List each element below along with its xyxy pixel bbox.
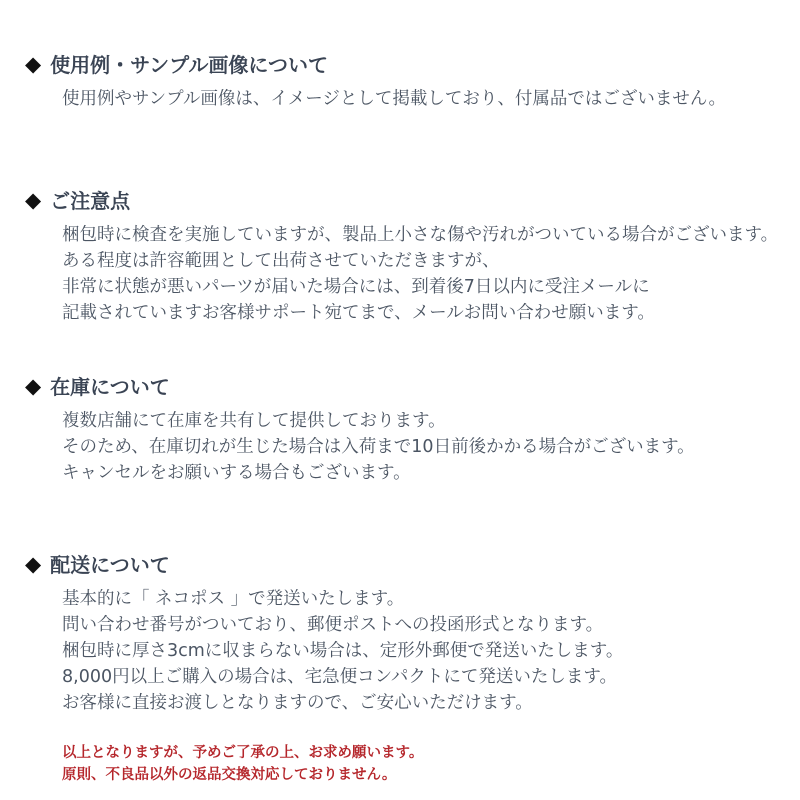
section-body xyxy=(62,586,800,716)
body-text-line: ある程度は許容範囲として出荷させていただきますが、 xyxy=(62,251,500,271)
body-text-line: 問い合わせ番号がついており、郵便ポストへの投函形式となります。 xyxy=(62,615,604,635)
section-heading xyxy=(25,52,800,78)
warning-text-line: 以上となりますが、予めご了承の上、お求め願います。 xyxy=(62,745,424,761)
section-heading xyxy=(25,552,800,578)
product-info-page xyxy=(0,52,800,800)
body-text-line: そのため、在庫切れが生じた場合は入荷まで10日前後かかる場合がございます。 xyxy=(62,437,695,457)
section-shipping xyxy=(25,552,800,716)
body-text-line: 複数店舗にて在庫を共有して提供しております。 xyxy=(62,411,446,431)
body-text-line: 8,000円以上ご購入の場合は、宅急便コンパクトにて発送いたします。 xyxy=(62,667,617,687)
warning-notice xyxy=(62,742,800,786)
section-cautions xyxy=(25,188,800,326)
body-text-line: キャンセルをお願いする場合もございます。 xyxy=(62,463,411,483)
body-text-line: 記載されていますお客様サポート宛てまで、メールお問い合わせ願います。 xyxy=(62,303,655,323)
warning-text-line: 原則、不良品以外の返品交換対応しておりません。 xyxy=(62,767,397,783)
diamond-bullet-icon: ◆ xyxy=(25,373,42,398)
section-heading xyxy=(25,374,800,400)
section-title: 在庫について xyxy=(50,375,170,399)
section-title: 配送について xyxy=(50,553,170,577)
section-body xyxy=(62,222,800,326)
section-body xyxy=(62,86,800,112)
diamond-bullet-icon: ◆ xyxy=(25,51,42,76)
section-sample-images xyxy=(25,52,800,112)
section-stock xyxy=(25,374,800,486)
body-text-line: お客様に直接お渡しとなりますので、ご安心いただけます。 xyxy=(62,693,533,713)
section-title: ご注意点 xyxy=(50,189,131,213)
body-text-line: 非常に状態が悪いパーツが届いた場合には、到着後7日以内に受注メールに xyxy=(62,277,650,297)
section-body xyxy=(62,408,800,486)
body-text-line: 使用例やサンプル画像は、イメージとして掲載しており、付属品ではございません。 xyxy=(62,89,726,109)
section-title: 使用例・サンプル画像について xyxy=(50,53,328,77)
body-text-line: 梱包時に厚さ3cmに収まらない場合は、定形外郵便で発送いたします。 xyxy=(62,641,624,661)
body-text-line: 基本的に「 ネコポス 」で発送いたします。 xyxy=(62,589,405,609)
section-heading xyxy=(25,188,800,214)
diamond-bullet-icon: ◆ xyxy=(25,187,42,212)
body-text-line: 梱包時に検査を実施していますが、製品上小さな傷や汚れがついている場合がございます。 xyxy=(62,225,779,245)
diamond-bullet-icon: ◆ xyxy=(25,551,42,576)
